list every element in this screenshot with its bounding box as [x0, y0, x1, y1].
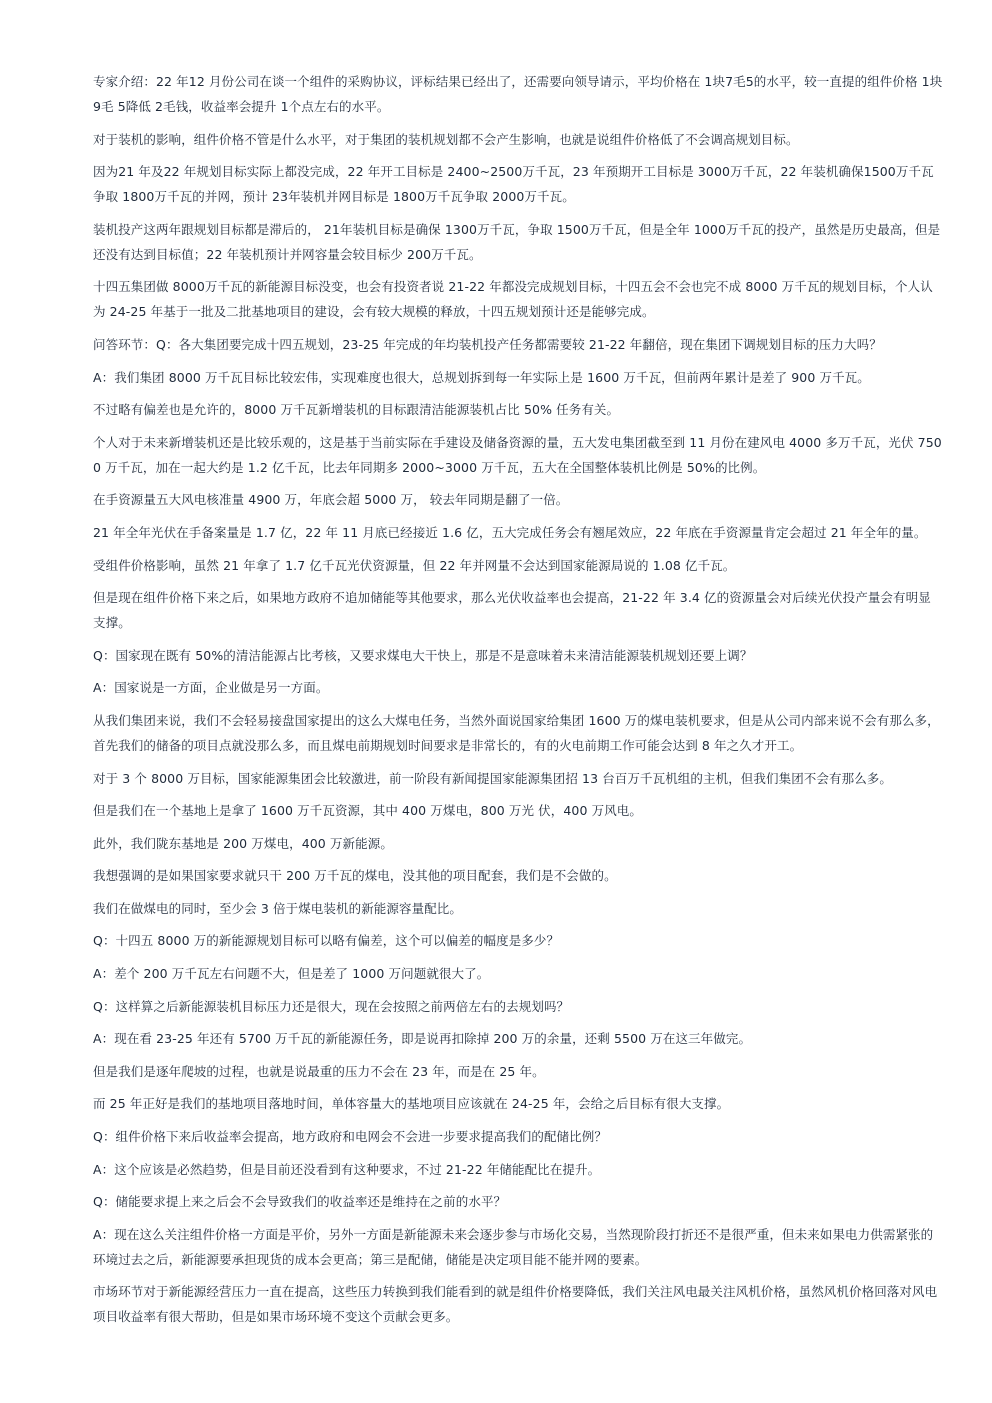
paragraph-question: Q：储能要求提上来之后会不会导致我们的收益率还是维持在之前的水平？	[93, 1194, 507, 1210]
paragraph: 但是我们是逐年爬坡的过程，也就是说最重的压力不会在 23 年，而是在 25 年。	[93, 1063, 545, 1079]
paragraph-answer: A：这个应该是必然趋势，但是目前还没看到有这种要求，不过 21-22 年储能配比在提升。	[93, 1161, 601, 1177]
paragraph: 因为21 年及22 年规划目标实际上都没完成，22 年开工目标是 2400~2500万千瓦，23 年预期开工目标是 3000万千瓦，22 年装机确保1500万千瓦争取 1800万千瓦的并网，预计 23年装机并网目标是 1800万千瓦争取 2000万千瓦。	[93, 164, 934, 205]
paragraph: 从我们集团来说，我们不会轻易接盘国家提出的这么大煤电任务，当然外面说国家给集团 1600 万的煤电装机要求，但是从公司内部来说不会有那么多，首先我们的储备的项目点就没那么多，而且煤电前期规划时间要求是非常长的，有的火电前期工作可能会达到 8 年之久才开工。	[93, 712, 940, 753]
paragraph-answer: A：差个 200 万千瓦左右问题不大，但是差了 1000 万问题就很大了。	[93, 966, 490, 982]
paragraph: 21 年全年光伏在手备案量是 1.7 亿，22 年 11 月底已经接近 1.6 亿，五大完成任务会有翘尾效应，22 年底在手资源量肯定会超过 21 年全年的量。	[93, 524, 927, 540]
paragraph-answer: A：我们集团 8000 万千瓦目标比较宏伟，实现难度也很大，总规划拆到每一年实际上是 1600 万千瓦，但前两年累计是差了 900 万千瓦。	[93, 369, 870, 385]
paragraph-question: Q：国家现在既有 50%的清洁能源占比考核，又要求煤电大干快上，那是不是意味着未来清洁能源装机规划还要上调？	[93, 647, 753, 663]
paragraph-expert-intro: 专家介绍：22 年12 月份公司在谈一个组件的采购协议，评标结果已经出了，还需要向领导请示，平均价格在 1块7毛5的水平，较一直提的组件价格 1块 9毛 5降低 2毛钱，收益率会提升 1个点左右的水平。	[93, 74, 943, 114]
paragraph: 在手资源量五大风电核准量 4900 万，年底会超 5000 万， 较去年同期是翻了一倍。	[93, 492, 569, 508]
paragraph: 但是现在组件价格下来之后，如果地方政府不追加储能等其他要求，那么光伏收益率也会提高，21-22 年 3.4 亿的资源量会对后续光伏投产量会有明显支撑。	[93, 590, 931, 631]
paragraph: 但是我们在一个基地上是拿了 1600 万千瓦资源，其中 400 万煤电，800 万光 伏，400 万风电。	[93, 803, 643, 819]
paragraph-qa-start: 问答环节：Q：各大集团要完成十四五规划，23-25 年完成的年均装机投产任务都需要较 21-22 年翻倍，现在集团下调规划目标的压力大吗？	[93, 336, 882, 352]
paragraph-question: Q：这样算之后新能源装机目标压力还是很大，现在会按照之前两倍左右的去规划吗？	[93, 998, 570, 1014]
paragraph: 个人对于未来新增装机还是比较乐观的，这是基于当前实际在手建设及储备资源的量，五大发电集团截至到 11 月份在建风电 4000 多万千瓦，光伏 7500 万千瓦，加在一起大约是 1.2 亿千瓦，比去年同期多 2000~3000 万千瓦，五大在全国整体装机比例是 50%的比例。	[93, 434, 942, 475]
paragraph: 装机投产这两年跟规划目标都是滞后的， 21年装机目标是确保 1300万千瓦，争取 1500万千瓦，但是全年 1000万千瓦的投产，虽然是历史最高，但是还没有达到目标值；22 年装机预计并网容量会较目标少 200万千瓦。	[93, 221, 941, 262]
paragraph: 而 25 年正好是我们的基地项目落地时间，单体容量大的基地项目应该就在 24-25 年，会给之后目标有很大支撑。	[93, 1096, 730, 1112]
paragraph: 十四五集团做 8000万千瓦的新能源目标没变，也会有投资者说 21-22 年都没完成规划目标，十四五会不会也完不成 8000 万千瓦的规划目标，个人认为 24-25 年基于一批及二批基地项目的建设，会有较大规模的释放，十四五规划预计还是能够完成。	[93, 279, 933, 320]
paragraph-answer: A：国家说是一方面，企业做是另一方面。	[93, 680, 329, 696]
paragraph-question: Q：组件价格下来后收益率会提高，地方政府和电网会不会进一步要求提高我们的配储比例？	[93, 1129, 607, 1145]
paragraph: 我们在做煤电的同时，至少会 3 倍于煤电装机的新能源容量配比。	[93, 900, 463, 916]
paragraph-answer: A：现在看 23-25 年还有 5700 万千瓦的新能源任务，即是说再扣除掉 200 万的余量，还剩 5500 万在这三年做完。	[93, 1031, 752, 1047]
document-body	[93, 69, 943, 1337]
paragraph: 此外，我们陇东基地是 200 万煤电，400 万新能源。	[93, 835, 393, 851]
paragraph-answer: A：现在这么关注组件价格一方面是平价，另外一方面是新能源未来会逐步参与市场化交易，当然现阶段打折还不是很严重，但未来如果电力供需紧张的环境过去之后，新能源要承担现货的成本会更高；第三是配储，储能是决定项目能不能并网的要素。	[93, 1226, 934, 1267]
paragraph: 对于装机的影响，组件价格不管是什么水平，对于集团的装机规划都不会产生影响，也就是说组件价格低了不会调高规划目标。	[93, 131, 799, 147]
paragraph: 受组件价格影响，虽然 21 年拿了 1.7 亿千瓦光伏资源量，但 22 年并网量不会达到国家能源局说的 1.08 亿千瓦。	[93, 557, 736, 573]
paragraph: 对于 3 个 8000 万目标，国家能源集团会比较激进，前一阶段有新闻提国家能源集团招 13 台百万千瓦机组的主机，但我们集团不会有那么多。	[93, 770, 893, 786]
paragraph: 不过略有偏差也是允许的，8000 万千瓦新增装机的目标跟清洁能源装机占比 50% 任务有关。	[93, 402, 620, 418]
paragraph-question: Q：十四五 8000 万的新能源规划目标可以略有偏差，这个可以偏差的幅度是多少？	[93, 933, 560, 949]
paragraph: 市场环节对于新能源经营压力一直在提高，这些压力转换到我们能看到的就是组件价格要降低，我们关注风电最关注风机价格，虽然风机价格回落对风电项目收益率有很大帮助，但是如果市场环境不变这个贡献会更多。	[93, 1284, 938, 1325]
paragraph: 我想强调的是如果国家要求就只干 200 万千瓦的煤电，没其他的项目配套，我们是不会做的。	[93, 868, 617, 884]
